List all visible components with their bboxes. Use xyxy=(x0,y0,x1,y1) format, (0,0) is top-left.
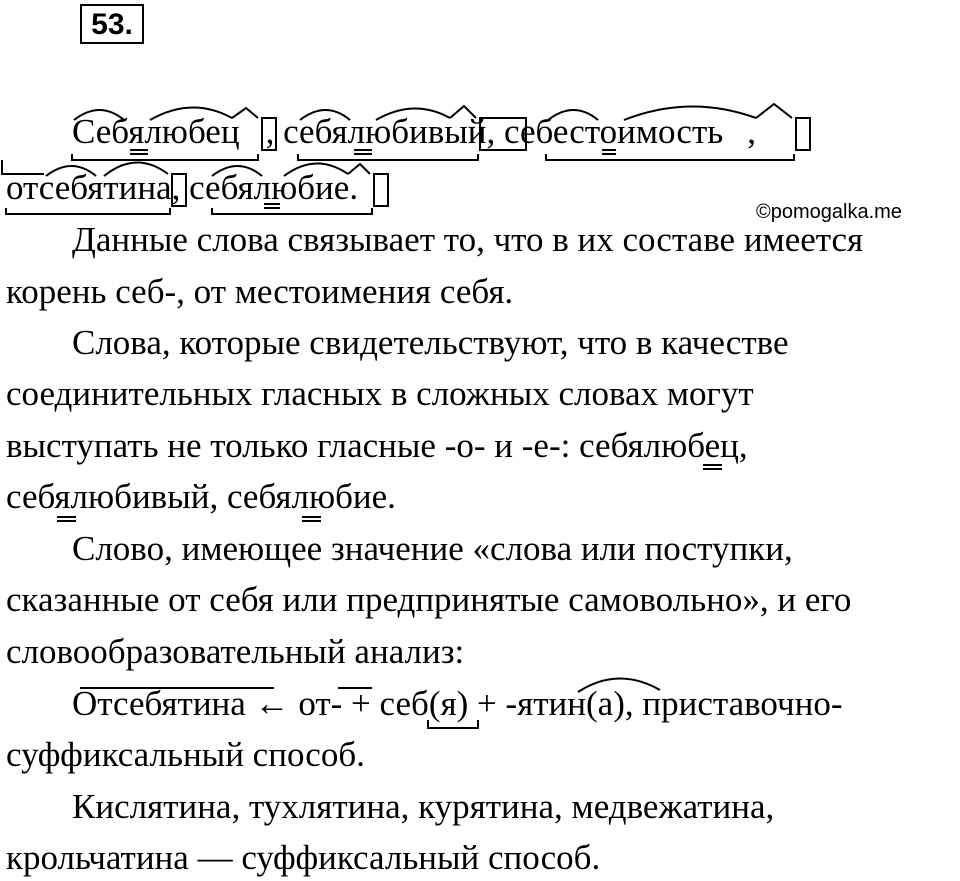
paragraph-3-line-1: Слово, имеющее значение «слова или поступки, xyxy=(72,529,793,568)
comma: , xyxy=(265,112,275,151)
word-sebyalyubets: Себялюбец xyxy=(72,112,240,151)
paragraph-2-line-1: Слова, которые свидетельствуют, что в качестве xyxy=(72,323,789,362)
paragraph-1-line-2: корень себ-, от местоимения себя. xyxy=(6,272,514,311)
word-sebyalyubie: себялюбие xyxy=(189,168,350,207)
stem-bracket-icon xyxy=(72,154,258,160)
comma: , xyxy=(747,112,756,151)
paragraph-2-line-4: себялюбивый, себялюбие. xyxy=(6,477,396,516)
paragraph-4-line-2: суффиксальный способ. xyxy=(6,735,365,774)
word-sebestoimost: себестоимость xyxy=(504,112,724,151)
stem-bracket-icon xyxy=(298,154,478,160)
ending-box-icon xyxy=(796,118,810,150)
stem-bracket-icon xyxy=(546,154,794,160)
paragraph-3-line-2: сказанные от себя или предпринятые самовольно», и его xyxy=(6,580,852,619)
paragraph-1-line-1: Данные слова связывает то, что в их составе имеется xyxy=(72,220,864,259)
paragraph-3-line-3: словообразовательный анализ: xyxy=(6,632,465,671)
watermark: ©pomogalka.me xyxy=(756,201,902,223)
word-otsebyatina: отсебятина xyxy=(6,168,172,207)
word-sebyalyubivyy: себялюбивый xyxy=(283,112,487,151)
morpheme-words-line-2 xyxy=(6,168,358,208)
paragraph-5-line-2: крольчатина — суффиксальный способ. xyxy=(6,838,601,877)
comma: , xyxy=(486,112,496,151)
paragraph-2-line-2: соединительных гласных в сложных словах могут xyxy=(6,374,754,413)
period: . xyxy=(349,168,359,207)
comma: , xyxy=(171,168,181,207)
morpheme-words-line-1 xyxy=(72,112,756,152)
suffix-mark-icon xyxy=(756,104,792,118)
paragraph-4-line-1: Отсебятина ← от- + себ(я) + -ятин(а), приставочно- xyxy=(72,684,843,723)
paragraph-5-line-1: Кислятина, тухлятина, курятина, медвежатина, xyxy=(72,787,775,826)
paragraph-2-line-3: выступать не только гласные -о- и -е-: себялюбец, xyxy=(6,426,748,465)
stem-bracket-icon xyxy=(6,208,170,214)
ending-box-icon xyxy=(374,174,388,206)
exercise-number: 53. xyxy=(80,4,144,44)
stem-bracket-icon xyxy=(212,208,372,214)
